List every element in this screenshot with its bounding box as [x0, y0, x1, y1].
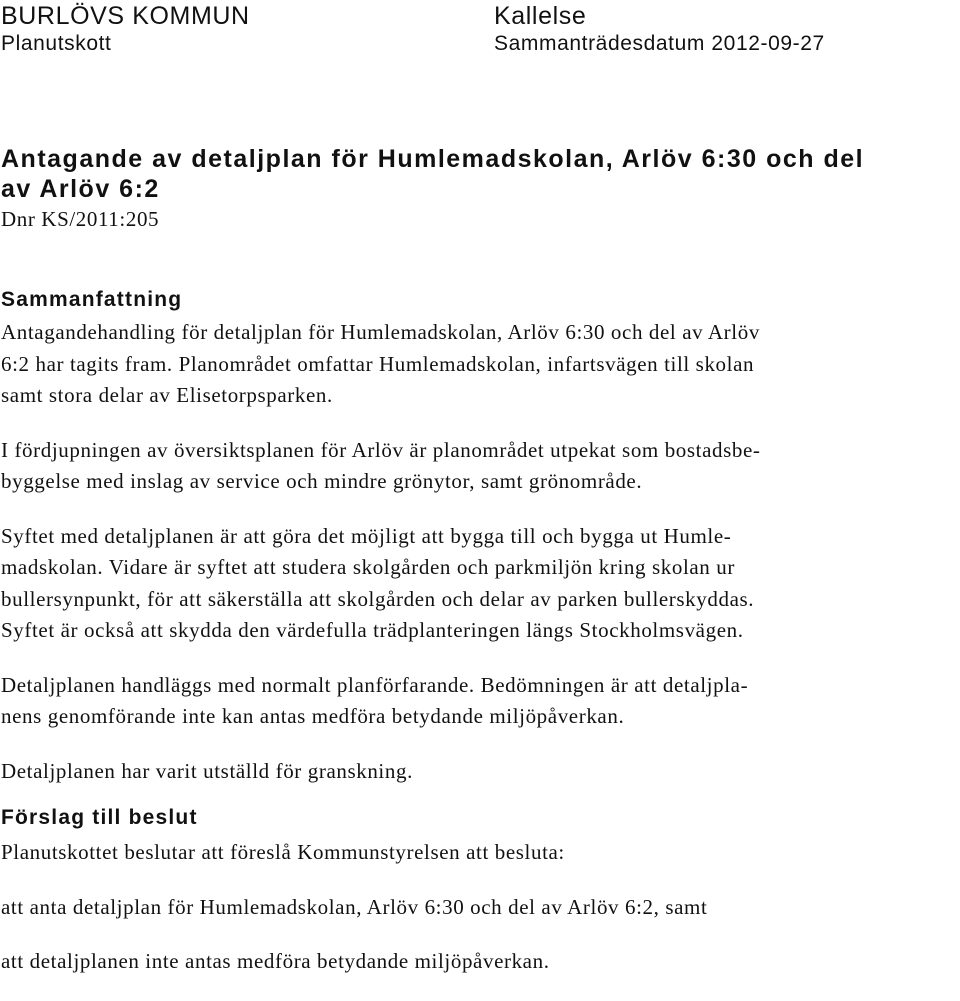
- proposal-heading: Förslag till beslut: [1, 806, 198, 829]
- summary-paragraph: [1, 670, 953, 733]
- document-type: Kallelse: [494, 2, 587, 30]
- text-line: bullersynpunkt, för att säkerställa att skolgården och delar av parken bullerskyddas.: [1, 586, 755, 611]
- case-title: [1, 144, 953, 204]
- case-number: Dnr KS/2011:205: [1, 207, 160, 231]
- text-line: 6:2 har tagits fram. Planområdet omfattar Humlemadskolan, infartsvägen till skolan: [1, 351, 755, 376]
- summary-paragraph: [1, 521, 953, 647]
- text-line: Syftet med detaljplanen är att göra det möjligt att bygga till och bygga ut Humle-: [1, 523, 732, 548]
- text-line: byggelse med inslag av service och mindre grönytor, samt grönområde.: [1, 469, 643, 493]
- case-title-line: Antagande av detaljplan för Humlemadskolan, Arlöv 6:30 och del: [1, 145, 865, 173]
- text-line: Syftet är också att skydda den värdefulla trädplanteringen längs Stockholmsvägen.: [1, 618, 744, 642]
- proposal-intro: Planutskottet beslutar att föreslå Kommunstyrelsen att besluta:: [1, 840, 565, 864]
- summary-paragraph: [1, 317, 953, 412]
- document-body: [1, 144, 953, 978]
- summary-paragraph: [1, 756, 953, 788]
- summary-paragraph: [1, 435, 953, 498]
- document-header: [0, 0, 960, 60]
- proposal-item: att detaljplanen inte antas medföra betydande miljöpåverkan.: [1, 949, 550, 973]
- department-name: Planutskott: [1, 32, 112, 55]
- text-line: Detaljplanen handläggs med normalt planförfarande. Bedömningen är att detaljpla-: [1, 672, 749, 697]
- text-line: samt stora delar av Elisetorpsparken.: [1, 383, 333, 407]
- text-line: Antagandehandling för detaljplan för Humlemadskolan, Arlöv 6:30 och del av Arlöv: [1, 320, 760, 344]
- meeting-date: Sammanträdesdatum 2012-09-27: [494, 32, 825, 55]
- proposal-item: att anta detaljplan för Humlemadskolan, Arlöv 6:30 och del av Arlöv 6:2, samt: [1, 894, 708, 919]
- text-line: I fördjupningen av översiktsplanen för Arlöv är planområdet utpekat som bostadsbe-: [1, 437, 761, 462]
- case-title-line: av Arlöv 6:2: [1, 175, 160, 203]
- summary-heading: Sammanfattning: [1, 288, 183, 311]
- municipality-name: BURLÖVS KOMMUN: [1, 2, 250, 30]
- text-line: Detaljplanen har varit utställd för granskning.: [1, 758, 413, 783]
- text-line: nens genomförande inte kan antas medföra betydande miljöpåverkan.: [1, 704, 625, 728]
- text-line: madskolan. Vidare är syftet att studera skolgården och parkmiljön kring skolan ur: [1, 555, 735, 579]
